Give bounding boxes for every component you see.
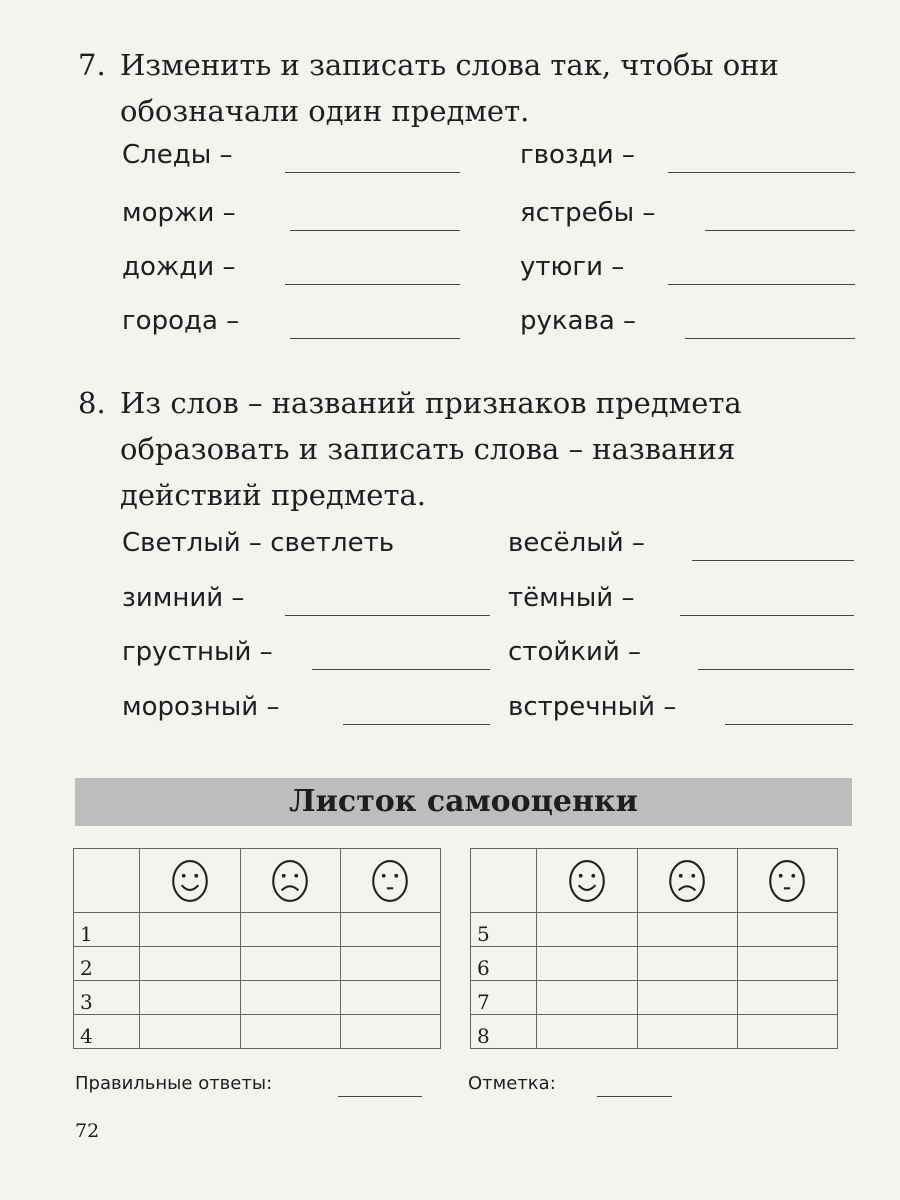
task-text: Изменить и записать слова так, чтобы они обозначали один предмет. (120, 48, 779, 128)
word-left: города – (122, 306, 240, 336)
task-text: Из слов – названий признаков предмета образовать и записать слова – названия действий предмета. (120, 386, 742, 512)
assessment-cell[interactable] (737, 981, 837, 1015)
face-header-cell (737, 849, 837, 913)
word-right: стойкий – (508, 637, 642, 667)
table-row (471, 913, 838, 947)
assessment-cell[interactable] (737, 1015, 837, 1049)
neutral-face-icon (370, 859, 410, 903)
face-header-cell (637, 849, 737, 913)
assessment-cell[interactable] (340, 981, 440, 1015)
assessment-cell[interactable] (140, 947, 240, 981)
task-7-instruction (78, 42, 868, 134)
smile-face-icon (170, 859, 210, 903)
correct-answers-label: Правильные ответы: (75, 1073, 273, 1094)
row-number: 6 (471, 947, 537, 981)
assessment-cell[interactable] (240, 1015, 340, 1049)
answer-line[interactable] (692, 560, 854, 561)
assessment-cell[interactable] (737, 947, 837, 981)
word-left: морозный – (122, 692, 280, 722)
assessment-cell[interactable] (637, 913, 737, 947)
assessment-cell[interactable] (140, 913, 240, 947)
word-right: тёмный – (508, 583, 635, 613)
answer-line[interactable] (725, 724, 853, 725)
row-number: 5 (471, 913, 537, 947)
table-row (471, 947, 838, 981)
word-left: грустный – (122, 637, 273, 667)
correct-answers-field[interactable] (338, 1096, 422, 1097)
assessment-cell[interactable] (340, 1015, 440, 1049)
assessment-cell[interactable] (340, 913, 440, 947)
word-left: зимний – (122, 583, 245, 613)
answer-line[interactable] (705, 230, 855, 231)
word-right: рукава – (520, 306, 637, 336)
answer-line[interactable] (698, 669, 854, 670)
answer-line[interactable] (668, 172, 855, 173)
word-left: Следы – (122, 140, 233, 170)
assessment-cell[interactable] (140, 1015, 240, 1049)
task-number: 7. (78, 48, 106, 82)
assessment-cell[interactable] (537, 947, 637, 981)
self-assessment-table (73, 848, 441, 1049)
word-left: Светлый – светлеть (122, 528, 395, 558)
table-row (471, 1015, 838, 1049)
answer-line[interactable] (685, 338, 855, 339)
row-number: 7 (471, 981, 537, 1015)
assessment-cell[interactable] (240, 947, 340, 981)
word-left: моржи – (122, 198, 236, 228)
row-number: 2 (74, 947, 140, 981)
assessment-cell[interactable] (637, 1015, 737, 1049)
face-header-cell (140, 849, 240, 913)
sad-face-icon (667, 859, 707, 903)
row-number: 4 (74, 1015, 140, 1049)
page-number: 72 (75, 1120, 100, 1142)
row-number: 8 (471, 1015, 537, 1049)
answer-line[interactable] (290, 230, 460, 231)
answer-line[interactable] (343, 724, 490, 725)
assessment-cell[interactable] (637, 947, 737, 981)
word-right: утюги – (520, 252, 625, 282)
row-number: 1 (74, 913, 140, 947)
neutral-face-icon (767, 859, 807, 903)
assessment-cell[interactable] (537, 981, 637, 1015)
smile-face-icon (567, 859, 607, 903)
word-left: дожди – (122, 252, 236, 282)
row-number: 3 (74, 981, 140, 1015)
assessment-cell[interactable] (340, 947, 440, 981)
table-row (471, 981, 838, 1015)
answer-line[interactable] (312, 669, 490, 670)
answer-line[interactable] (668, 284, 855, 285)
word-right: гвозди – (520, 140, 635, 170)
mark-field[interactable] (597, 1096, 672, 1097)
assessment-cell[interactable] (140, 981, 240, 1015)
answer-line[interactable] (285, 284, 460, 285)
task-8-instruction (78, 380, 868, 518)
sad-face-icon (270, 859, 310, 903)
assessment-cell[interactable] (537, 913, 637, 947)
table-row (74, 913, 441, 947)
table-row (74, 981, 441, 1015)
task-number: 8. (78, 386, 106, 420)
table-row (74, 947, 441, 981)
face-header-cell (340, 849, 440, 913)
face-header-cell (537, 849, 637, 913)
self-assessment-table (470, 848, 838, 1049)
word-right: встречный – (508, 692, 677, 722)
table-row (74, 1015, 441, 1049)
answer-line[interactable] (285, 615, 490, 616)
assessment-cell[interactable] (240, 913, 340, 947)
self-assessment-title: Листок самооценки (75, 778, 852, 826)
word-right: ястребы – (520, 198, 656, 228)
mark-label: Отметка: (468, 1073, 556, 1094)
answer-line[interactable] (290, 338, 460, 339)
word-right: весёлый – (508, 528, 645, 558)
assessment-cell[interactable] (537, 1015, 637, 1049)
assessment-cell[interactable] (637, 981, 737, 1015)
assessment-cell[interactable] (240, 981, 340, 1015)
answer-line[interactable] (285, 172, 460, 173)
assessment-cell[interactable] (737, 913, 837, 947)
face-header-cell (240, 849, 340, 913)
answer-line[interactable] (680, 615, 854, 616)
